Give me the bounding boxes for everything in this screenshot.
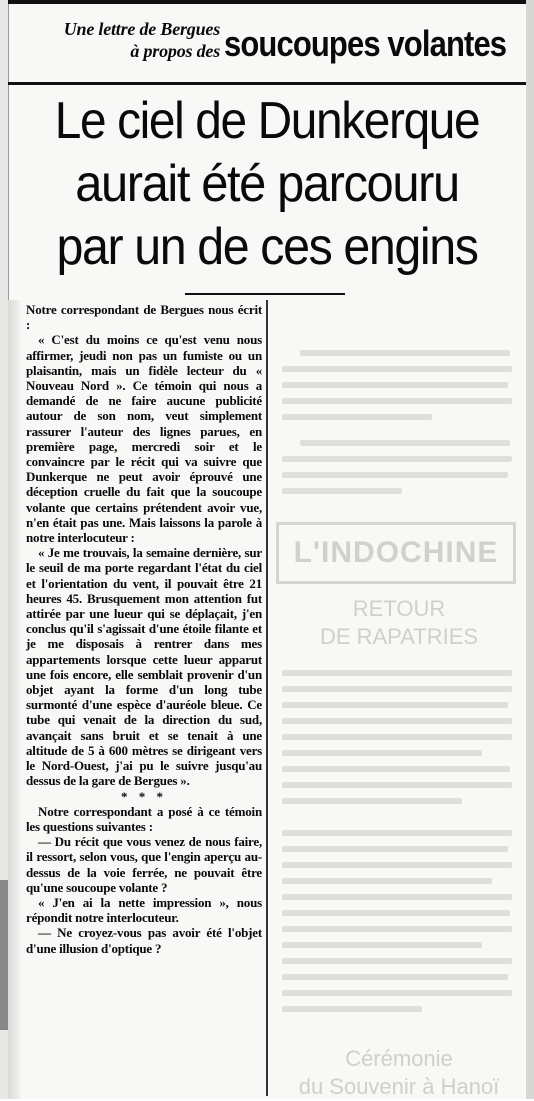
bleed-title-line-2: DE RAPATRIES — [319, 624, 479, 649]
headline-line-1: Le ciel de Dunkerque — [54, 92, 480, 150]
bleed-line — [282, 398, 512, 404]
kicker — [24, 18, 220, 62]
headline — [8, 90, 526, 279]
bleed-title — [276, 595, 522, 651]
article-paragraph-6: — Ne croyez-vous pas avoir été l'objet d'une illusion d'optique ? — [26, 925, 262, 956]
article-paragraph-5: « J'en ai la nette impression », nous répondit notre interlocuteur. — [26, 894, 262, 926]
bleed-line — [282, 750, 482, 756]
article-paragraph-3: Notre correspondant a posé à ce témoin les questions suivantes : — [26, 803, 262, 834]
bleed-line — [282, 734, 512, 740]
bleed-line — [282, 1006, 422, 1012]
bleed-line — [282, 990, 512, 996]
bleed-band — [276, 522, 516, 584]
bleed-line — [282, 670, 512, 676]
bleed-line — [282, 926, 512, 932]
article-paragraph-1: « C'est du moins ce qu'est venu nous affirmer, jeudi non pas un fumiste ou un plaisantin, mais un fidèle lecteur du « Nouveau Nord ». Ce témoin qui nous a demandé de ne faire aucune publicité autour de son nom, veut simplement rassurer l'auteur des lignes parues, en première page, mercredi soir et le convaincre par le récit qui va suivre que Dunkerque ne peut avoir éprouvé une déception cruelle du fait que la soucoupe volante que certains prétendent avoir vue, n'en était pas une. Mais laissons la parole à notre interlocuteur : — [26, 332, 262, 546]
column-rule — [266, 300, 268, 1096]
bleed-line — [282, 472, 508, 478]
page-right-edge — [526, 0, 534, 1099]
article-intro: Notre correspondant de Bergues nous écrit : — [26, 302, 262, 333]
bleed-line — [282, 798, 462, 804]
bleed-line — [282, 894, 512, 900]
bleed-line — [282, 766, 510, 772]
kicker-line-2: à propos des — [130, 41, 220, 61]
bleed-line — [300, 350, 510, 356]
bleed-line — [282, 878, 492, 884]
bleed-footer-line-2: du Souvenir à Hanoï — [298, 1074, 500, 1099]
bleed-line — [282, 718, 512, 724]
bleed-line — [282, 686, 512, 692]
bleed-line — [282, 456, 512, 462]
headline-rule — [185, 293, 345, 295]
bleed-line — [282, 488, 402, 494]
bleed-line — [282, 862, 512, 868]
bleed-line — [282, 782, 512, 788]
bleed-line — [282, 366, 512, 372]
bleed-line — [282, 414, 432, 420]
bleed-line — [282, 910, 510, 916]
headline-line-2: aurait été parcouru — [75, 155, 459, 213]
kicker-rule — [8, 82, 526, 85]
article-paragraph-4: — Du récit que vous venez de nous faire, il ressort, selon vous, que l'engin aperçu au-dessus de la voie ferrée, ne pouvait être qu'une soucoupe volante ? — [26, 834, 262, 895]
bleed-line — [282, 702, 508, 708]
bleed-line — [300, 440, 510, 446]
bleed-line — [282, 830, 512, 836]
bleed-line — [282, 846, 508, 852]
top-rule — [8, 0, 526, 4]
bleed-line — [282, 382, 508, 388]
bleed-footer-line-1: Cérémonie — [345, 1046, 453, 1071]
article-body — [26, 302, 262, 956]
page-fold-shadow — [8, 300, 20, 1099]
bleed-line — [282, 958, 512, 964]
bleed-title-line-1: RETOUR — [352, 596, 446, 621]
headline-line-3: par un de ces engins — [56, 218, 478, 276]
kicker-topic: soucoupes volantes — [224, 23, 507, 64]
adjacent-page-stub — [0, 880, 8, 1030]
bleed-line — [282, 974, 508, 980]
bleed-footer — [276, 1045, 522, 1101]
article-paragraph-2: « Je me trouvais, la semaine dernière, sur le seuil de ma porte regardant l'état du ciel et l'orientation du vent, il pouvait être 21 heures 45. Brusquement mon attention fut attirée par une lueur qui se déplaçait, j'en conclus qu'il s'agissait d'une étoile filante et je me disposais à rentrer dans mes appartements lorsque cette lueur apparut une fois encore, elle semblait provenir d'un objet ayant la forme d'un long tube surmonté d'une espèce d'auréole bleue. Ce tube qui venait de la direction du sud, avançait sans bruit et se tenait à une altitude de 5 à 600 mètres se dirigeant vers le Nord-Ouest, j'ai pu le suivre jusqu'au dessus de la gare de Bergues ». — [26, 545, 262, 789]
bleed-line — [282, 942, 482, 948]
kicker-line-1: Une lettre de Bergues — [63, 19, 220, 39]
article-separator: * * * — [121, 788, 167, 804]
bleed-band-text: L'INDOCHINE — [293, 536, 499, 569]
